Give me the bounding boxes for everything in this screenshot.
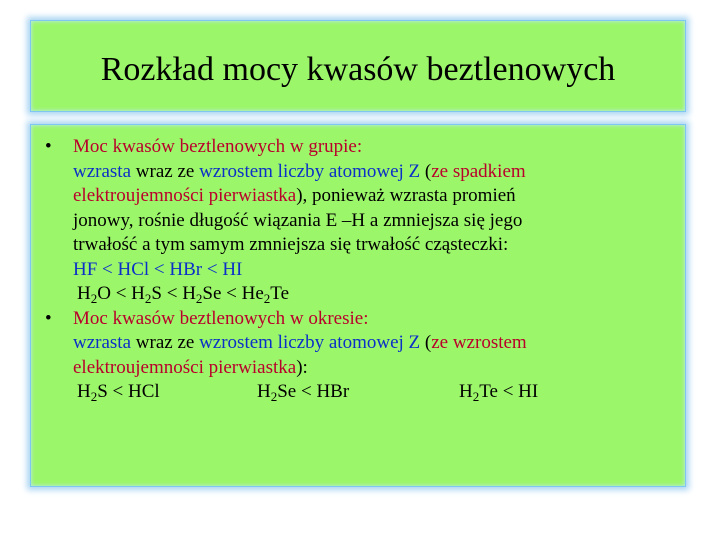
comparison-h2s-hcl [77,380,160,405]
bullet-marker: • [45,307,52,329]
pair-rest: S < HCl [97,381,160,402]
period-increases: wzrasta [73,332,132,353]
content-text [45,135,681,405]
pair-rest: Se < HBr [277,381,350,402]
series-part-b: O < H [97,283,145,304]
series-sub: 2 [263,291,271,306]
group-heading: Moc kwasów beztlenowych w grupie: [73,136,363,157]
group-with: wraz ze [131,160,200,182]
group-because: ), ponieważ wzrasta promień [296,185,516,206]
period-bullet [45,307,681,332]
period-line-1 [45,331,681,356]
series-sub: 2 [90,291,98,306]
pair-sub: 2 [270,389,278,404]
hydride-series [45,282,681,307]
slide-title: Rozkład mocy kwasów beztlenowych [100,51,616,88]
pair-sub: 2 [90,389,98,404]
period-electronegativity: elektroujemności pierwiastka [73,356,297,378]
period-atomic-number: wzrostem liczby atomowej Z [199,332,421,353]
group-line-1 [45,160,681,185]
series-sub: 2 [195,291,203,306]
pair-rest: Te < HI [479,381,539,402]
series-part-c: S < H [151,283,196,304]
period-paren: ( [420,332,432,353]
group-line-4: trwałość a tym samym zmniejsza się trwałość cząsteczki: [73,234,509,255]
period-comparisons [45,380,681,405]
group-electronegativity: elektroujemności pierwiastka [73,185,297,206]
title-panel [30,20,686,112]
period-increase: ze wzrostem [431,332,527,353]
period-heading: Moc kwasów beztlenowych w okresie: [73,307,369,329]
group-line-3: jonowy, rośnie długość wiązania E –H a zmniejsza się jego [73,209,523,231]
pair-sub: 2 [472,389,480,404]
group-increases: wzrasta [73,160,132,182]
group-line-2 [45,184,681,209]
period-close: ): [296,356,308,378]
group-atomic-number: wzrostem liczby atomowej Z [199,160,421,182]
comparison-h2se-hbr [257,380,349,405]
group-decrease: ze spadkiem [431,160,526,182]
comparison-h2te-hi [459,380,538,405]
group-bullet [45,135,681,160]
series-h: H [77,283,91,304]
period-with: wraz ze [131,332,200,353]
series-part-d: Se < He [202,283,264,304]
series-part-e: Te [270,283,290,304]
series-sub: 2 [144,291,152,306]
group-paren: ( [420,160,432,182]
bullet-marker: • [45,136,52,157]
hydrogen-halide-series: HF < HCl < HBr < HI [73,258,243,280]
pair-h: H [257,381,271,402]
pair-h: H [77,381,91,402]
period-line-2 [45,356,681,381]
content-panel [30,124,686,487]
pair-h: H [459,381,473,402]
